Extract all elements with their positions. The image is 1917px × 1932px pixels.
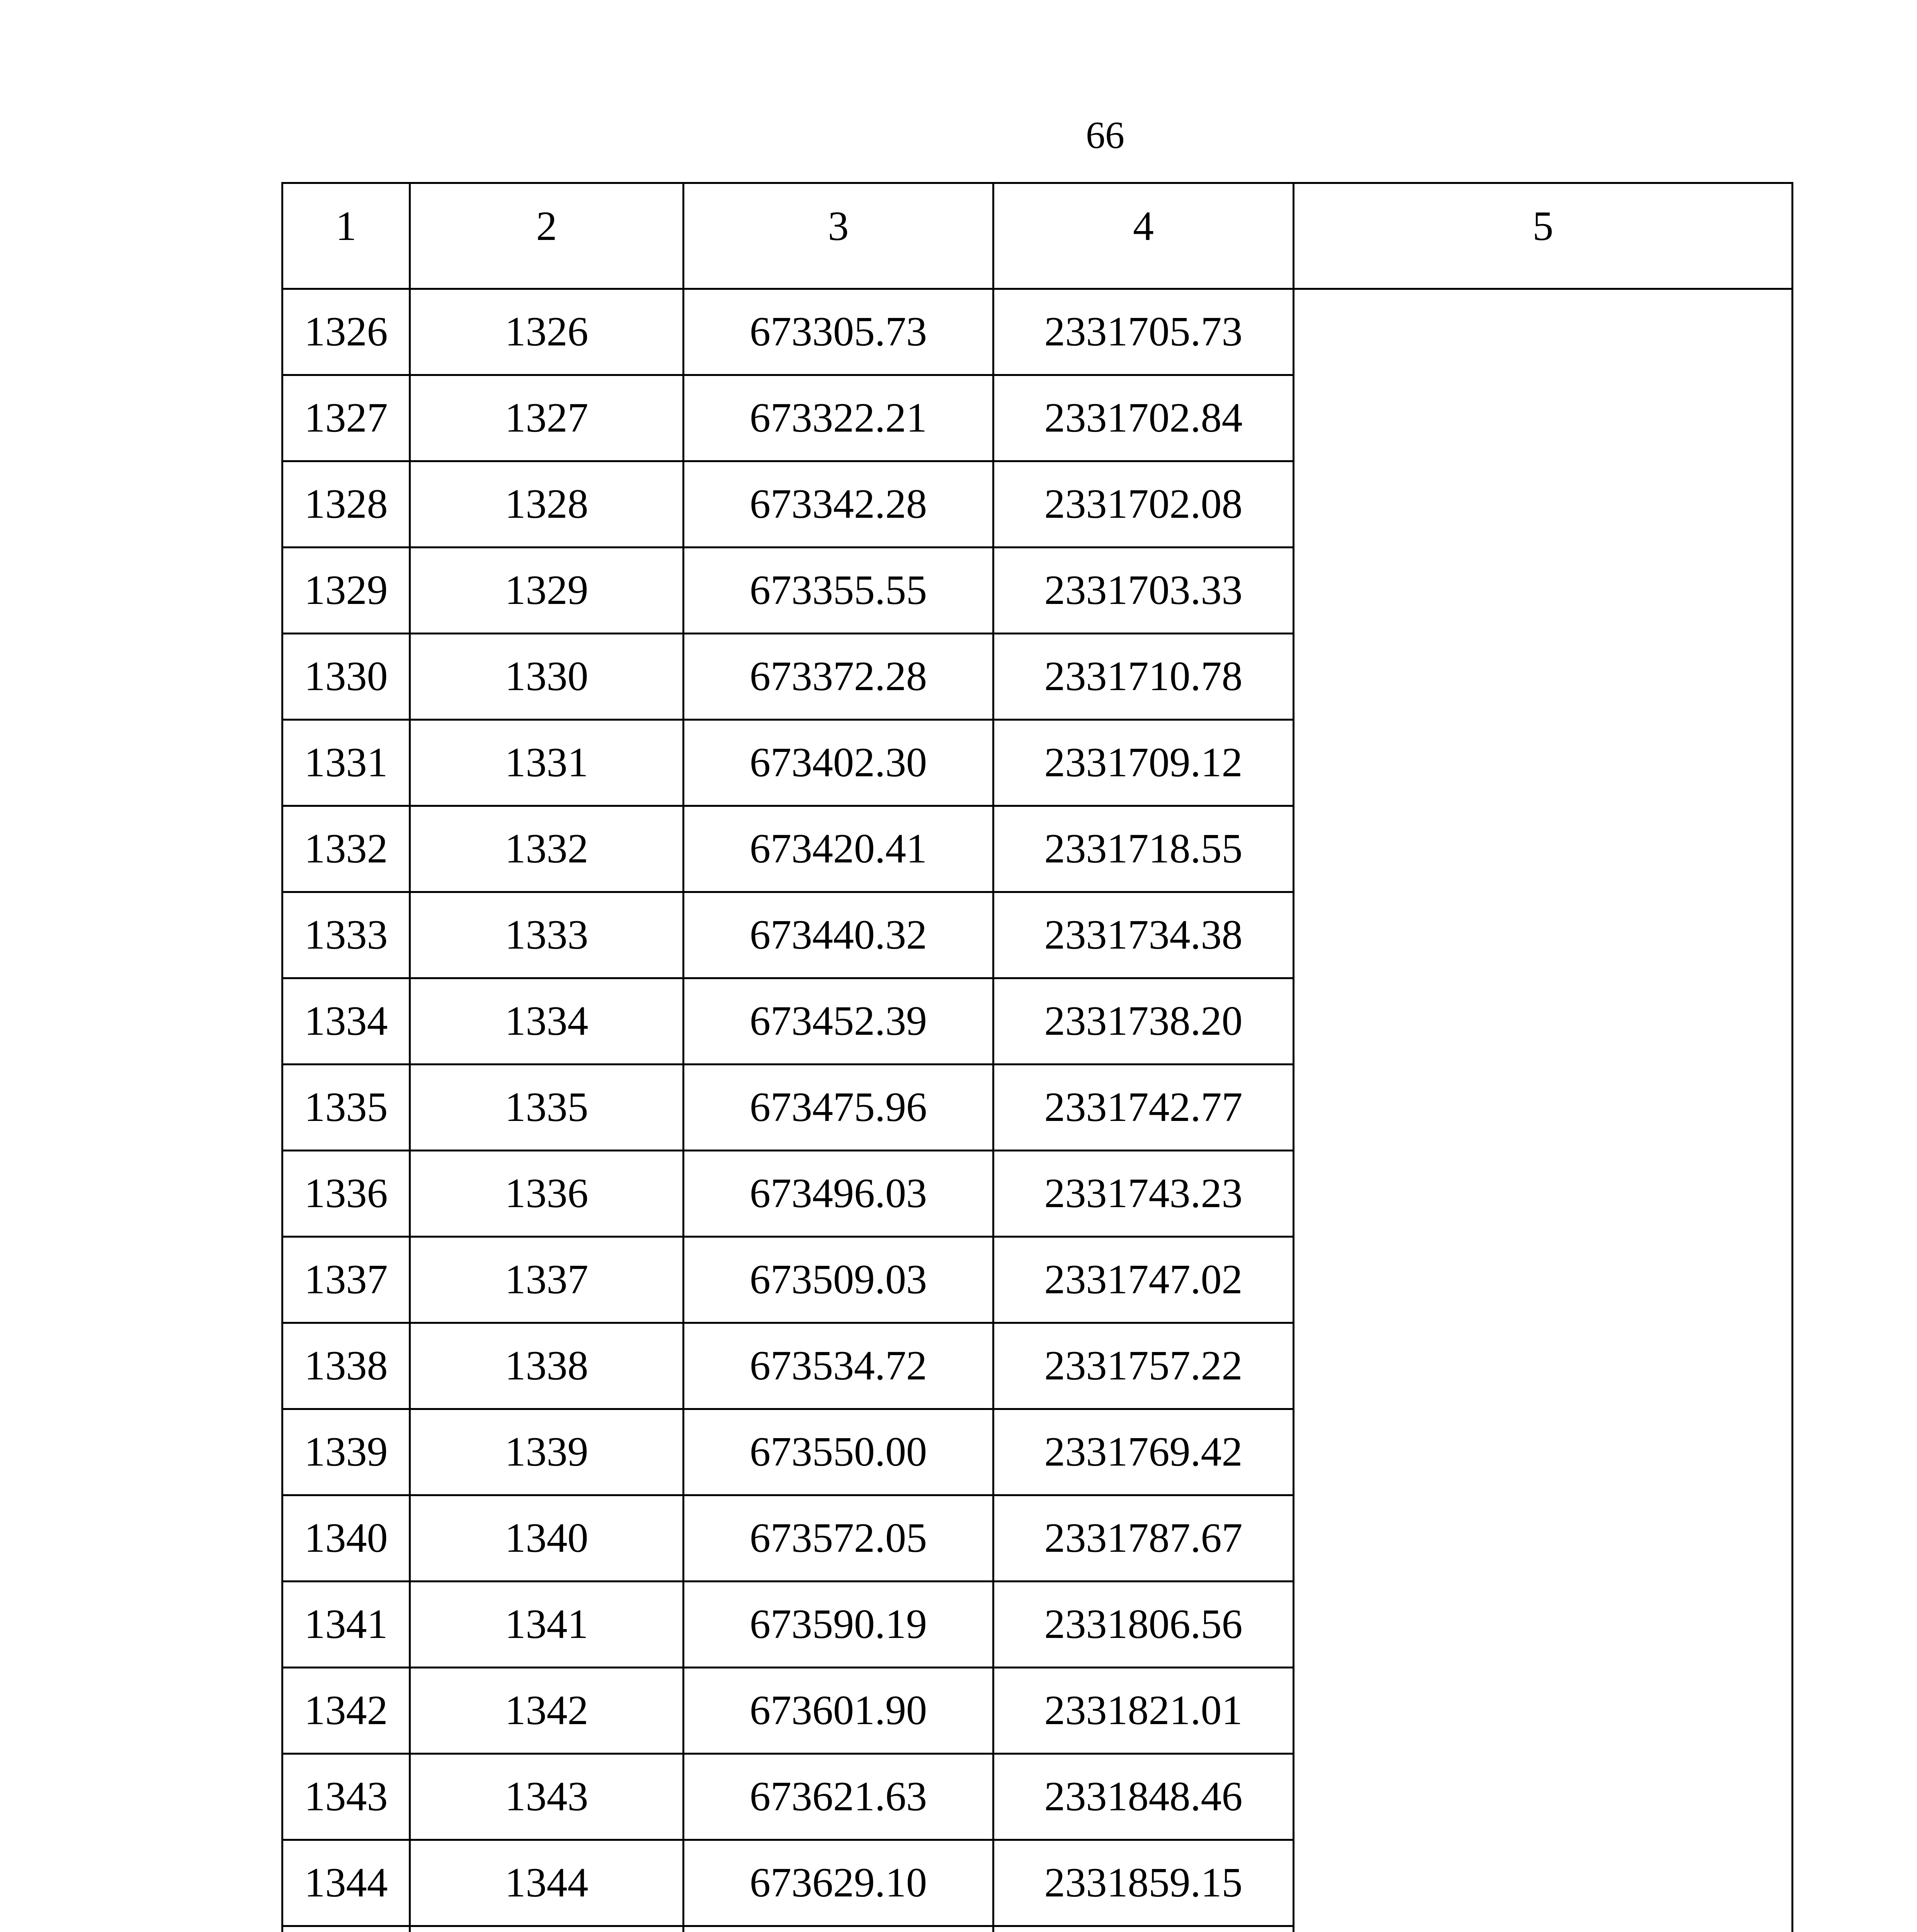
table-cell-col-4: 2331709.12 (993, 720, 1294, 806)
table-cell-col-1: 1342 (282, 1668, 410, 1754)
table-cell-col-1: 1344 (282, 1840, 410, 1926)
table-cell-col-1: 1341 (282, 1582, 410, 1668)
table-cell-col-2: 1329 (410, 548, 684, 634)
table-header (282, 183, 1793, 289)
column-5-empty-cell (1294, 289, 1793, 1932)
table-cell-col-4 (993, 1926, 1294, 1932)
table-cell-col-1: 1334 (282, 978, 410, 1065)
table-cell-col-3: 673322.21 (684, 375, 993, 461)
table-cell-col-4: 2331734.38 (993, 892, 1294, 978)
table-cell-col-3: 673475.96 (684, 1065, 993, 1151)
table-cell-col-4: 2331806.56 (993, 1582, 1294, 1668)
table-cell-col-4: 2331769.42 (993, 1409, 1294, 1495)
coordinates-table (281, 182, 1793, 1932)
table-cell-col-2: 1331 (410, 720, 684, 806)
table-cell-col-1: 1335 (282, 1065, 410, 1151)
table-body (282, 289, 1793, 1932)
table-cell-col-4: 2331702.08 (993, 461, 1294, 548)
table-cell-col-2: 1334 (410, 978, 684, 1065)
table-cell-col-2: 1337 (410, 1237, 684, 1323)
column-header-2: 2 (410, 183, 684, 289)
table-cell-col-3: 673452.39 (684, 978, 993, 1065)
page-number: 66 (1086, 114, 1124, 156)
table-cell-col-1: 1339 (282, 1409, 410, 1495)
table-cell-col-1: 1327 (282, 375, 410, 461)
table-cell-col-1: 1338 (282, 1323, 410, 1409)
table-cell-col-2: 1342 (410, 1668, 684, 1754)
table-cell-col-1: 1336 (282, 1151, 410, 1237)
table-cell-col-3: 673402.30 (684, 720, 993, 806)
table-cell-col-1: 1328 (282, 461, 410, 548)
table-cell-col-1: 1333 (282, 892, 410, 978)
table-cell-col-2: 1336 (410, 1151, 684, 1237)
table-cell-col-3: 673342.28 (684, 461, 993, 548)
table-cell-col-3: 673509.03 (684, 1237, 993, 1323)
table-cell-col-3: 673534.72 (684, 1323, 993, 1409)
table-cell-col-2: 1326 (410, 289, 684, 375)
table-cell-col-4: 2331738.20 (993, 978, 1294, 1065)
table-cell-col-2: 1338 (410, 1323, 684, 1409)
table-cell-col-3: 673621.63 (684, 1754, 993, 1840)
table-cell-col-3: 673496.03 (684, 1151, 993, 1237)
table-cell-col-3: 673550.00 (684, 1409, 993, 1495)
table-cell-col-4: 2331702.84 (993, 375, 1294, 461)
table-cell-col-1: 1340 (282, 1495, 410, 1582)
table-row (282, 289, 1793, 375)
table-cell-col-4: 2331747.02 (993, 1237, 1294, 1323)
table-cell-col-3: 673590.19 (684, 1582, 993, 1668)
table-cell-col-2: 1343 (410, 1754, 684, 1840)
table-cell-col-1: 1337 (282, 1237, 410, 1323)
table-cell-col-2: 1333 (410, 892, 684, 978)
table-cell-col-1: 1329 (282, 548, 410, 634)
table-cell-col-1: 1343 (282, 1754, 410, 1840)
table-cell-col-3: 673305.73 (684, 289, 993, 375)
table-cell-col-4: 2331787.67 (993, 1495, 1294, 1582)
table-cell-col-2: 1344 (410, 1840, 684, 1926)
table-cell-col-4: 2331703.33 (993, 548, 1294, 634)
header-row (282, 183, 1793, 289)
table-cell-col-2: 1327 (410, 375, 684, 461)
table-cell-col-2: 1340 (410, 1495, 684, 1582)
table-cell-col-2: 1341 (410, 1582, 684, 1668)
table-cell-col-3: 673440.32 (684, 892, 993, 978)
table-cell-col-4: 2331757.22 (993, 1323, 1294, 1409)
table-cell-col-4: 2331705.73 (993, 289, 1294, 375)
column-header-4: 4 (993, 183, 1294, 289)
table-cell-col-4: 2331718.55 (993, 806, 1294, 892)
table-cell-col-4: 2331821.01 (993, 1668, 1294, 1754)
table-cell-col-3: 673572.05 (684, 1495, 993, 1582)
table-cell-col-4: 2331710.78 (993, 634, 1294, 720)
table-cell-col-3: 673601.90 (684, 1668, 993, 1754)
table-cell-col-3: 673372.28 (684, 634, 993, 720)
table-cell-col-1: 1326 (282, 289, 410, 375)
table-cell-col-2: 1332 (410, 806, 684, 892)
table-cell-col-1: 1332 (282, 806, 410, 892)
table-cell-col-3 (684, 1926, 993, 1932)
table-cell-col-3: 673420.41 (684, 806, 993, 892)
table-cell-col-2: 1335 (410, 1065, 684, 1151)
table-cell-col-2: 1328 (410, 461, 684, 548)
table-cell-col-2: 1330 (410, 634, 684, 720)
table-cell-col-1: 1330 (282, 634, 410, 720)
table-cell-col-3: 673629.10 (684, 1840, 993, 1926)
table-cell-col-4: 2331742.77 (993, 1065, 1294, 1151)
column-header-5: 5 (1294, 183, 1793, 289)
table-cell-col-4: 2331848.46 (993, 1754, 1294, 1840)
table-cell-col-1: 1331 (282, 720, 410, 806)
column-header-1: 1 (282, 183, 410, 289)
table-cell-col-2 (410, 1926, 684, 1932)
table-cell-col-4: 2331859.15 (993, 1840, 1294, 1926)
table-cell-col-2: 1339 (410, 1409, 684, 1495)
table-cell-col-4: 2331743.23 (993, 1151, 1294, 1237)
table-cell-col-1 (282, 1926, 410, 1932)
table-cell-col-3: 673355.55 (684, 548, 993, 634)
column-header-3: 3 (684, 183, 993, 289)
